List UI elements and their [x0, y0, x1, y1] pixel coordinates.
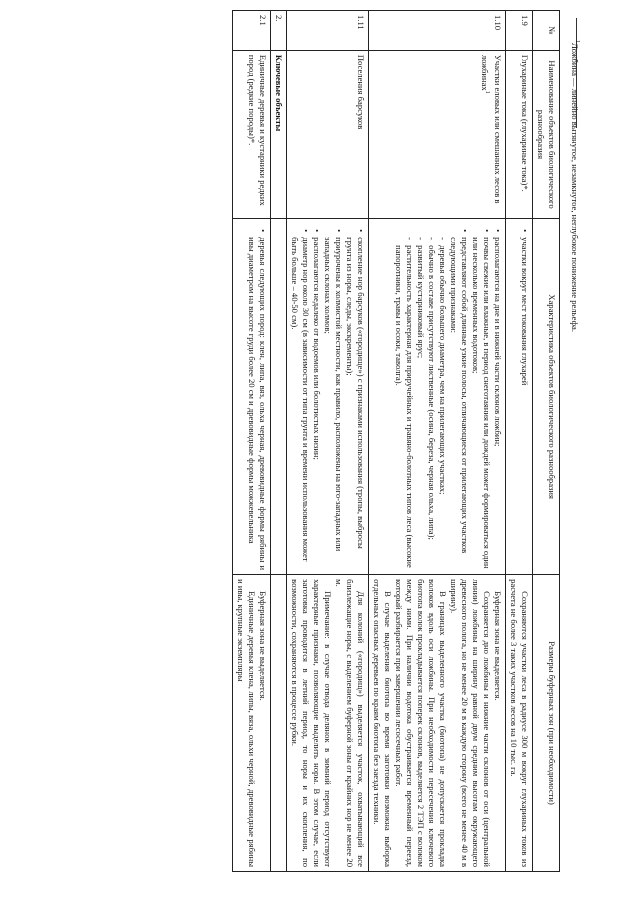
- list-item: • скопление нор барсуков («городище») с признаками использования (тропы, выбросы грунта из норы, следы, экскременты);: [344, 231, 366, 570]
- buffer-paragraph: Для колоний («городищ») выделяется участок, охватывающий все близлежащие норы, с выделением буферной зоны от крайних нор не менее 20 м.: [334, 579, 366, 867]
- buffer-paragraph: Буферная зона не выделяется.: [258, 591, 268, 701]
- table-row: [506, 11, 533, 872]
- row-name-text: Участки еловых или смешанных лесов в ложбинах: [480, 54, 503, 204]
- row-number: 1.10: [369, 11, 506, 51]
- list-item: - растительность характерная для приручейных и травяно-болотных типов леса (высокие папоротники, травы и осоки, таволга).: [393, 231, 415, 570]
- empty-cell: [271, 219, 287, 575]
- row-buffer: [506, 575, 533, 872]
- row-name: [369, 50, 506, 218]
- row-buffer: [233, 575, 271, 872]
- empty-cell: [271, 575, 287, 872]
- footnote: [570, 40, 580, 740]
- section-number: 2.: [271, 11, 287, 51]
- list-item: - обычно в составе присутствуют лиственные (осина, береза, черная ольха, липа);: [426, 231, 437, 570]
- row-number: 1.9: [506, 11, 533, 51]
- header-number: №: [533, 11, 560, 51]
- list-item: • представляют собой длинные узкие полосы, отличающиеся от прилегающих участков следующими признаками:: [448, 231, 470, 570]
- buffer-paragraph: Примечание: в случае отвода делянок в зимний период отсутствуют характерные признаки, позволяющие выделить норы. В этом случае, если заготовка проводится в летний период, то норы и их скопления, по возможности, сохраняются в процессе рубки.: [290, 579, 333, 867]
- row-characteristics: [369, 219, 506, 575]
- footnote-mark: 1: [484, 90, 490, 94]
- list-item: • почвы свежие или влажные, в период снеготаяния или дождей может формироваться один или несколько временных водотоков;: [470, 231, 492, 570]
- row-name: Глухариные тока (глухариные тока)*.: [506, 50, 533, 218]
- biodiversity-table: [232, 10, 560, 872]
- buffer-paragraph: Сохраняются участки леса в радиусе 300 м вокруг глухариных токов из расчета не более 3 таких участков лесов на 10 тыс. га.: [509, 579, 530, 867]
- row-number: 1.11: [287, 11, 369, 51]
- list-item: • участки вокруг мест токования глухарей: [519, 231, 530, 570]
- row-buffer: [369, 575, 506, 872]
- header-characteristics: Характеристика объектов биологического разнообразия: [533, 219, 560, 575]
- table-row: [287, 11, 369, 872]
- table-header-row: [533, 11, 560, 872]
- list-item: • диаметр нор около 30 см (в зависимости от типа грунта и времени использования может быть больше – 40-50 см).: [289, 231, 311, 570]
- list-item: • деревья следующих пород: клен, липа, вяз, ольха черная, древовидные формы рябины и ивы диаметром на высоте груди более 20 см и древовидные формы можжевельника: [246, 231, 268, 570]
- header-name: Наименование объектов биологического разнообразия: [533, 50, 560, 218]
- table-row: [369, 11, 506, 872]
- row-buffer: [287, 575, 369, 872]
- row-name: Единичные деревья и кустарники редких пород (редкие породы)*.: [233, 50, 271, 218]
- footnote-mark: 1: [573, 40, 580, 43]
- row-characteristics: [506, 219, 533, 575]
- buffer-paragraph: Единичные деревья клена, липы, вяза, ольхи черной, древовидные рябины и ивы, крупные экземпляры: [236, 579, 257, 867]
- row-characteristics: [287, 219, 369, 575]
- buffer-paragraph: В границах выделенного участка (биотопа) не допускается прокладка волоков вдоль оси ложбины. При необходимости пересечения ключевого биотопа волок прокладывается поперек склонов, выделяется 2 ТЭП с волоком между ними. При наличии водотока обустраивается временный переезд, который разбирается при завершении лесосечных работ.: [394, 579, 448, 867]
- rotated-table-sheet: [90, 10, 560, 872]
- list-item: • располагаются недалеко от водоемов или болотистых низин;: [311, 231, 322, 570]
- row-number: 2.1: [233, 11, 271, 51]
- list-item: • приурочены к холмистой местности, как правило, расположены на юго-западных или западных склонах холмов;: [322, 231, 344, 570]
- table-row: [233, 11, 271, 872]
- buffer-paragraph: Буферная зона не выделяется.: [493, 591, 503, 701]
- list-item: • располагаются на дне и в нижней части склонов ложбин;: [492, 231, 503, 570]
- buffer-paragraph: В случае выделения биотопа во время заготовки возможна выборка отдельных опасных деревьев по краям биотопа без заезда техники.: [372, 579, 393, 867]
- section-row: [271, 11, 287, 872]
- list-item: - развитый кустарниковый ярус;: [415, 231, 426, 570]
- section-title: Ключевые объекты: [271, 50, 287, 218]
- header-buffer-zones: Размеры буферных зон (при необходимости): [533, 575, 560, 872]
- row-characteristics: [233, 219, 271, 575]
- list-item: - деревья обычно большего диаметра, чем на прилегающих участках;: [437, 231, 448, 570]
- row-name: Поселения барсуков: [287, 50, 369, 218]
- buffer-paragraph: Сохраняется дно ложбины и нижние части склонов от оси (центральной линии) ложбины на ширину равной двум средним высотам окружающего древесного полога, но не менее 20 м в каждую сторону (всего не менее 40 м в ширину).: [449, 579, 492, 867]
- footnote-text: Ложбина — линейно вытянутое, незамкнутое, неглубокое понижение рельефа.: [570, 43, 580, 333]
